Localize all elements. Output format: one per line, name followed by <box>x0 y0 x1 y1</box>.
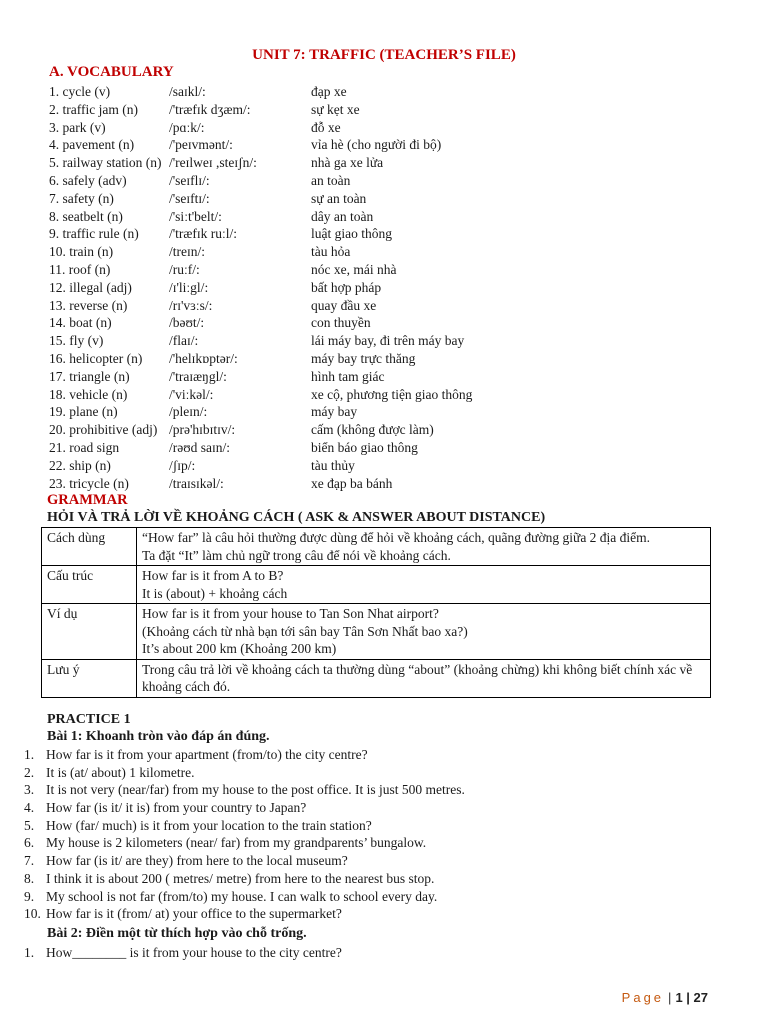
exercise-item-number: 7. <box>24 853 35 869</box>
vocab-word: 13. reverse (n) <box>49 297 128 313</box>
exercise-item-text: How far (is it/ are they) from here to the local museum? <box>46 853 348 869</box>
exercise-item-text: It is (at/ about) 1 kilometre. <box>46 764 195 780</box>
vocab-meaning: đỗ xe <box>311 119 341 135</box>
vocab-pronunciation: /'traɪæŋgl/: <box>169 368 227 384</box>
exercise-item-number: 3. <box>24 782 35 798</box>
exercise-item-text: My school is not far (from/to) my house. I can walk to school every day. <box>46 888 438 904</box>
vocab-meaning: nóc xe, mái nhà <box>311 261 397 277</box>
exercise-item-number: 1. <box>24 747 35 762</box>
page-label: Page <box>621 990 665 1005</box>
vocab-meaning: máy bay <box>311 404 358 420</box>
practice-heading: PRACTICE 1 <box>47 712 131 727</box>
exercise-1-title: Bài 1: Khoanh tròn vào đáp án đúng. <box>47 729 270 744</box>
grammar-row <box>42 604 711 660</box>
vocab-meaning: xe đạp ba bánh <box>311 475 393 491</box>
grammar-line: It is (about) + khoảng cách <box>142 585 288 601</box>
vocab-pronunciation: /'reɪlweɪ ,steɪʃn/: <box>169 155 257 171</box>
vocab-word: 10. train (n) <box>49 244 114 260</box>
vocab-pronunciation: /'viːkəl/: <box>169 386 214 402</box>
exercise-item-number: 2. <box>24 764 35 780</box>
footer-separator: | <box>668 990 672 1005</box>
vocab-pronunciation: /'helɪkɒptər/: <box>169 350 238 366</box>
vocab-pronunciation: /prə'hɪbɪtɪv/: <box>169 422 236 438</box>
vocab-word: 9. traffic rule (n) <box>49 226 139 242</box>
vocab-pronunciation: /'træfɪk dʒæm/: <box>169 101 251 117</box>
exercise-item-text: It is not very (near/far) from my house to the post office. It is just 500 metres. <box>46 782 465 798</box>
grammar-row-label: Cấu trúc <box>42 566 137 604</box>
vocab-word: 22. ship (n) <box>49 457 111 473</box>
grammar-subheading: HỎI VÀ TRẢ LỜI VỀ KHOẢNG CÁCH ( ASK & ANSWER ABOUT DISTANCE) <box>47 510 546 525</box>
grammar-line: (Khoảng cách từ nhà bạn tới sân bay Tân Sơn Nhất bao xa?) <box>142 623 468 639</box>
vocab-pronunciation: /saɪkl/: <box>169 84 206 99</box>
exercise-item-number: 6. <box>24 835 35 851</box>
exercise-item-text: I think it is about 200 ( metres/ metre) from here to the nearest bus stop. <box>46 870 435 886</box>
vocab-pronunciation: /traɪsɪkəl/: <box>169 475 224 491</box>
grammar-line: Trong câu trả lời về khoảng cách ta thường dùng “about” (khoảng chừng) khi không biết chính xác về khoảng cách đó. <box>142 661 693 694</box>
vocab-pronunciation: /ruːf/: <box>169 261 200 277</box>
vocab-meaning: sự kẹt xe <box>311 101 360 117</box>
vocab-pronunciation: /ɪ'liːgl/: <box>169 279 209 295</box>
vocab-word: 1. cycle (v) <box>49 84 111 99</box>
vocab-word: 14. boat (n) <box>49 315 112 331</box>
exercise-item-text: How (far/ much) is it from your location to the train station? <box>46 817 372 833</box>
grammar-line: “How far” là câu hỏi thường được dùng để hỏi về khoảng cách, quãng đường giữa 2 địa điểm. <box>142 530 651 545</box>
grammar-row <box>42 659 711 697</box>
grammar-row-content <box>137 566 711 604</box>
vocab-pronunciation: /'træfɪk ruːl/: <box>169 226 238 242</box>
grammar-row-label: Cách dùng <box>42 528 137 566</box>
exercise-item-text: How far (is it/ it is) from your country to Japan? <box>46 800 307 816</box>
vocab-word: 7. safety (n) <box>49 190 114 206</box>
vocab-meaning: dây an toàn <box>311 208 374 224</box>
vocab-meaning: biển báo giao thông <box>311 439 418 455</box>
page-number: 1 | 27 <box>675 990 708 1005</box>
vocab-word: 8. seatbelt (n) <box>49 208 123 224</box>
vocab-meaning: xe cộ, phương tiện giao thông <box>311 386 473 402</box>
vocab-pronunciation: /flaɪ/: <box>169 333 199 349</box>
exercise-item-text: How________ is it from your house to the city centre? <box>46 945 342 960</box>
vocab-word: 17. triangle (n) <box>49 368 130 384</box>
vocab-pronunciation: /'seɪftɪ/: <box>169 190 210 206</box>
grammar-line: It’s about 200 km (Khoảng 200 km) <box>142 641 337 656</box>
vocab-word: 12. illegal (adj) <box>49 279 132 295</box>
grammar-row <box>42 566 711 604</box>
grammar-line: How far is it from your house to Tan Son Nhat airport? <box>142 606 439 621</box>
vocab-meaning: cấm (không được làm) <box>311 422 434 438</box>
vocab-pronunciation: /bəʊt/: <box>169 315 205 331</box>
vocab-pronunciation: /rɪ'vɜːs/: <box>169 297 213 313</box>
vocab-meaning: tàu hỏa <box>311 244 351 260</box>
grammar-row-label: Lưu ý <box>42 659 137 697</box>
vocab-pronunciation: /'seɪflɪ/: <box>169 172 210 188</box>
exercise-item-text: How far is it (from/ at) your office to the supermarket? <box>46 906 342 922</box>
grammar-table <box>41 527 711 698</box>
grammar-line: How far is it from A to B? <box>142 568 284 583</box>
vocab-meaning: hình tam giác <box>311 368 385 384</box>
vocab-pronunciation: /ʃɪp/: <box>169 457 196 473</box>
vocab-word: 21. road sign <box>49 439 120 455</box>
exercise-item-number: 8. <box>24 870 35 886</box>
grammar-row-content <box>137 604 711 660</box>
exercise-item-number: 9. <box>24 888 35 904</box>
vocab-meaning: đạp xe <box>311 84 347 99</box>
vocab-word: 15. fly (v) <box>49 333 104 349</box>
vocab-pronunciation: /treɪn/: <box>169 244 205 260</box>
vocab-word: 20. prohibitive (adj) <box>49 422 158 438</box>
grammar-row-label: Ví dụ <box>42 604 137 660</box>
vocab-word: 4. pavement (n) <box>49 137 135 153</box>
vocab-meaning: lái máy bay, đi trên máy bay <box>311 333 465 349</box>
vocab-meaning: nhà ga xe lửa <box>311 155 384 171</box>
vocab-pronunciation: /pleɪn/: <box>169 404 208 420</box>
vocab-word: 16. helicopter (n) <box>49 350 143 366</box>
vocab-meaning: sự an toàn <box>311 190 367 206</box>
exercise-item-number: 1. <box>24 945 35 960</box>
vocab-word: 23. tricycle (n) <box>49 475 129 491</box>
grammar-row-content <box>137 528 711 566</box>
vocab-pronunciation: /'peɪvmənt/: <box>169 137 233 153</box>
vocab-word: 3. park (v) <box>49 119 106 135</box>
vocab-meaning: bất hợp pháp <box>311 279 382 295</box>
grammar-heading: GRAMMAR <box>47 492 128 508</box>
exercise-item-number: 4. <box>24 800 35 816</box>
vocab-meaning: vỉa hè (cho người đi bộ) <box>311 137 442 153</box>
vocab-meaning: an toàn <box>311 172 351 188</box>
vocab-word: 11. roof (n) <box>49 261 111 277</box>
grammar-row <box>42 528 711 566</box>
exercise-item-text: My house is 2 kilometers (near/ far) from my grandparents’ bungalow. <box>46 835 427 851</box>
page-title: UNIT 7: TRAFFIC (TEACHER’S FILE) <box>252 47 516 63</box>
vocab-word: 18. vehicle (n) <box>49 386 128 402</box>
exercise-item-number: 10. <box>24 906 41 922</box>
vocab-pronunciation: /rəʊd saɪn/: <box>169 439 231 455</box>
vocab-word: 6. safely (adv) <box>49 172 127 188</box>
vocab-pronunciation: /pɑːk/: <box>169 119 205 135</box>
vocab-meaning: luật giao thông <box>311 226 392 242</box>
vocab-meaning: máy bay trực thăng <box>311 350 416 366</box>
exercise-item-number: 5. <box>24 817 35 833</box>
vocab-meaning: quay đầu xe <box>311 297 377 313</box>
exercise-2-title: Bài 2: Điền một từ thích hợp vào chỗ trống. <box>47 926 307 941</box>
grammar-line: Ta đặt “It” làm chủ ngữ trong câu để nói về khoảng cách. <box>142 547 451 563</box>
vocab-word: 19. plane (n) <box>49 404 118 420</box>
vocabulary-heading: A. VOCABULARY <box>49 64 174 80</box>
vocab-meaning: tàu thủy <box>311 457 355 473</box>
exercise-item-text: How far is it from your apartment (from/to) the city centre? <box>46 747 368 762</box>
grammar-row-content <box>137 659 711 697</box>
vocab-pronunciation: /'siːt'belt/: <box>169 208 222 224</box>
vocab-word: 2. traffic jam (n) <box>49 101 138 117</box>
vocab-meaning: con thuyền <box>311 315 371 331</box>
vocab-word: 5. railway station (n) <box>49 155 162 171</box>
page-footer <box>622 990 708 1005</box>
